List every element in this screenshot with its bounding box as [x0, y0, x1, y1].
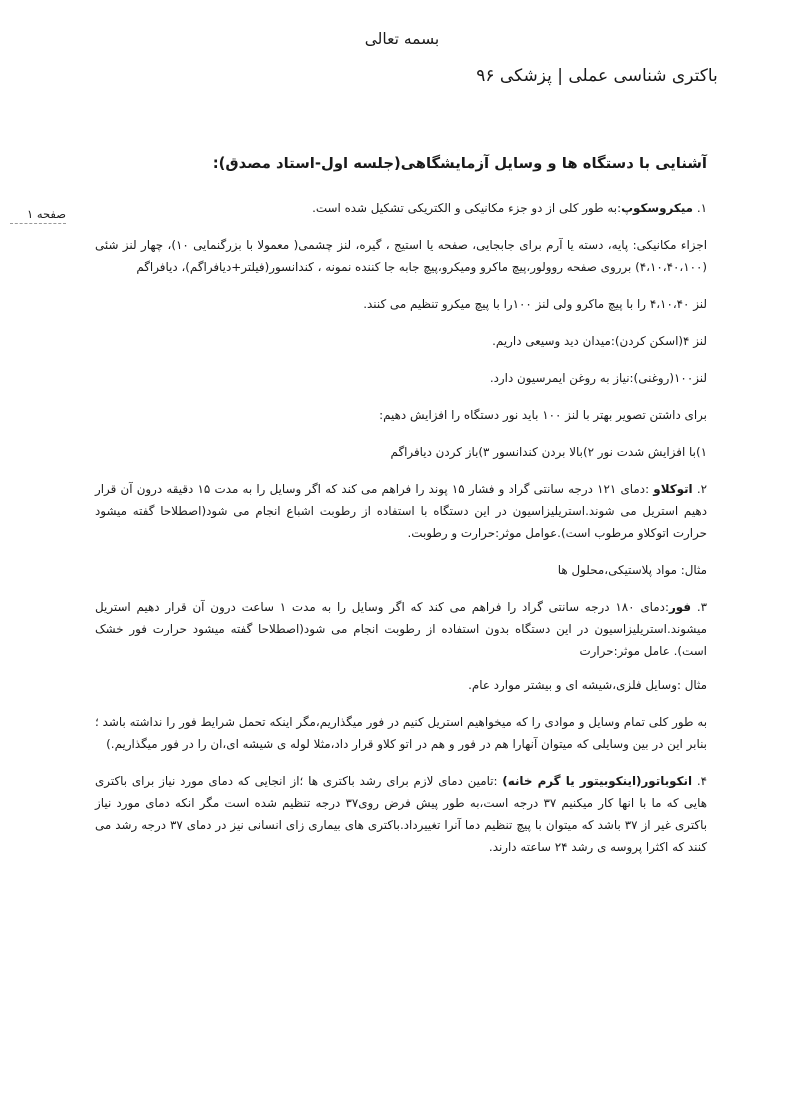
- paragraph-autoclave-example: مثال: مواد پلاستیکی،محلول ها: [557, 563, 707, 577]
- course-title: باکتری شناسی عملی | پزشکی ۹۶: [476, 66, 718, 86]
- paragraph-autoclave: ۲. اتوکلاو :دمای ۱۲۱ درجه سانتی گراد و فشار ۱۵ پوند را فراهم می کند که اگر وسایل را به مدت ۱۵ دقیقه درون آن قرار دهیم استریل می شوند.استریلیزاسیون در این دستگاه با استفاده از رطوبت اشباع انجام می شود(اصطلاحا گفته میشود حرارت اتوکلاو مرطوب است).عوامل موثر:حرارت و رطوبت.: [95, 482, 707, 540]
- basmala-header: بسمه تعالی: [364, 30, 440, 48]
- paragraph-lens-adjust: لنز ۴،۱۰،۴۰ را با پیچ ماکرو ولی لنز ۱۰۰را با پیچ میکرو تنظیم می کنند.: [363, 297, 707, 311]
- paragraph-mechanical-parts: اجزاء مکانیکی: پایه، دسته یا آرم برای جابجایی، صفحه یا استیج ، گیره، لنز چشمی( معمولا با بزرگنمایی ۱۰)، چهار لنز شئی (۴،۱۰،۴۰،۱۰۰) برروی صفحه روولور،پیچ ماکرو ومیکرو،پیچ جابه جا کننده نمونه ، کندانسور(فیلتر+دیافراگم)، دیافراگم: [95, 238, 707, 274]
- paragraph-light-steps: ۱)با افزایش شدت نور ۲)بالا بردن کندانسور ۳)باز کردن دیافراگم: [390, 445, 707, 459]
- section-title: آشنایی با دستگاه ها و وسایل آزمایشگاهی(جلسه اول-استاد مصدق):: [212, 155, 707, 172]
- paragraph-microscope: ۱. میکروسکوپ:به طور کلی از دو جزء مکانیکی و الکتریکی تشکیل شده است.: [312, 201, 707, 215]
- paragraph-incubator: ۴. انکوباتور(اینکوبیتور یا گرم خانه) :تامین دمای لازم برای رشد باکتری ها ؛از انجایی که دمای مورد نیاز برای باکتری هایی که ما با انها کار میکنیم ۳۷ درجه است،به طور پیش فرض روی۳۷ درجه تنظیم شده است مگر انکه دمای مورد نیاز باکتری غیر از ۳۷ باشد که میتوان با پیچ تنظیم دما آنرا تغییرداد.باکتری های بیماری زای انسانی نیز در دمای ۳۷ درجه رشد می کنند که اکثرا پروسه ی رشد ۲۴ ساعته دارند.: [95, 774, 708, 854]
- page-number-label: صفحه ۱: [10, 207, 66, 224]
- paragraph-lens-100: لنز۱۰۰(روغنی):نیاز به روغن ایمرسیون دارد.: [489, 371, 707, 385]
- document-body: [95, 153, 707, 873]
- paragraph-lens-4: لنز ۴(اسکن کردن):میدان دید وسیعی داریم.: [492, 334, 707, 348]
- paragraph-general-note: به طور کلی تمام وسایل و موادی را که میخواهیم استریل کنیم در فور میگذاریم،مگر اینکه تحمل شرایط فور را نداشته باشد ؛بنابر این در بین وسایلی که میتوان آنهارا هم در فور و هم در اتو کلاو قرار داد،مثلا لوله ی شیشه ای،ان را در فور میگذاریم.): [95, 715, 707, 751]
- paragraph-oven-example: مثال :وسایل فلزی،شیشه ای و بیشتر موارد عام.: [468, 678, 707, 692]
- paragraph-better-image: برای داشتن تصویر بهتر با لنز ۱۰۰ باید نور دستگاه را افزایش دهیم:: [379, 408, 707, 422]
- paragraph-oven: ۳. فور:دمای ۱۸۰ درجه سانتی گراد را فراهم می کند که اگر وسایل را به مدت ۱ ساعت درون آن قرار دهیم استریل میشوند.استریلیزاسیون در این دستگاه بدون استفاده از رطوبت انجام می شود(اصطلاحا گفته میشود حرارت فور خشک است). عامل موثر:حرارت: [95, 600, 708, 658]
